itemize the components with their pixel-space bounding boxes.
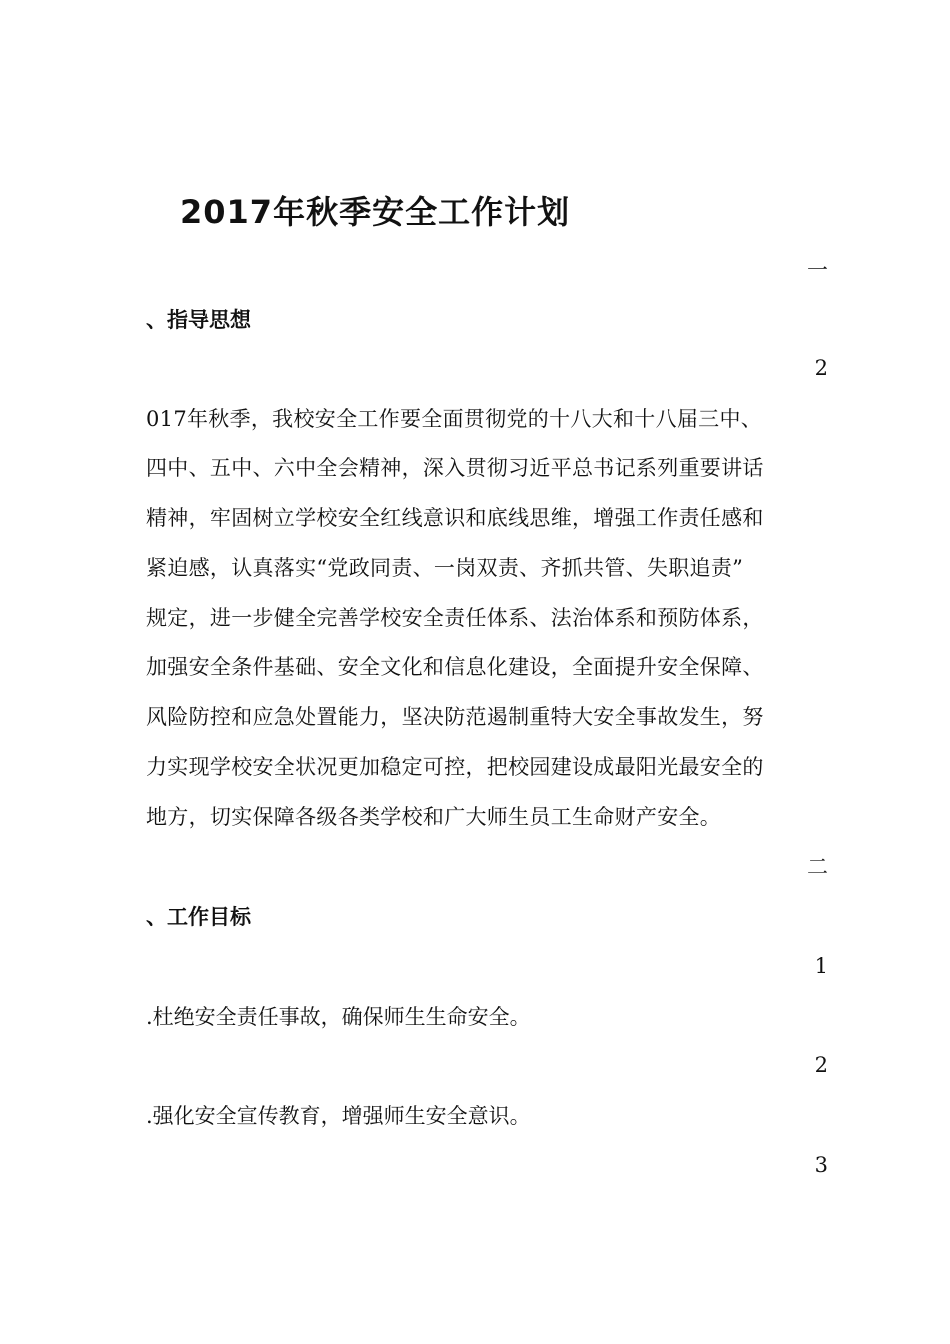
- section2-heading: 、工作目标: [146, 905, 251, 929]
- goal-item-number: 3: [814, 1153, 828, 1177]
- section1-line: 风险防控和应急处置能力，坚决防范遏制重特大安全事故发生，努: [146, 705, 764, 729]
- section1-line: 规定，进一步健全完善学校安全责任体系、法治体系和预防体系，: [146, 606, 764, 630]
- section1-line: 紧迫感，认真落实“党政同责、一岗双责、齐抓共管、失职追责”: [146, 556, 744, 580]
- goal-item-text: .强化安全宣传教育，增强师生安全意识。: [146, 1104, 531, 1128]
- section1-line: 力实现学校安全状况更加稳定可控，把校园建设成最阳光最安全的: [146, 755, 764, 779]
- section1-line: 地方，切实保障各级各类学校和广大师生员工生命财产安全。: [146, 805, 722, 829]
- goal-item-number: 1: [814, 954, 828, 978]
- goal-item-text: .杜绝安全责任事故，确保师生生命安全。: [146, 1005, 531, 1029]
- section2-marker: 二: [807, 855, 828, 879]
- section1-line: 加强安全条件基础、安全文化和信息化建设，全面提升安全保障、: [146, 655, 764, 679]
- document-title: 2017年秋季安全工作计划: [180, 193, 571, 231]
- section1-heading: 、指导思想: [146, 308, 251, 332]
- section1-line: 四中、五中、六中全会精神，深入贯彻习近平总书记系列重要讲话: [146, 456, 764, 480]
- section1-marker: 一: [807, 258, 828, 282]
- section1-line: 017年秋季，我校安全工作要全面贯彻党的十八大和十八届三中、: [146, 407, 763, 431]
- section1-line: 精神，牢固树立学校安全红线意识和底线思维，增强工作责任感和: [146, 506, 764, 530]
- section1-para-start-digit: 2: [814, 356, 828, 380]
- goal-item-number: 2: [814, 1053, 828, 1077]
